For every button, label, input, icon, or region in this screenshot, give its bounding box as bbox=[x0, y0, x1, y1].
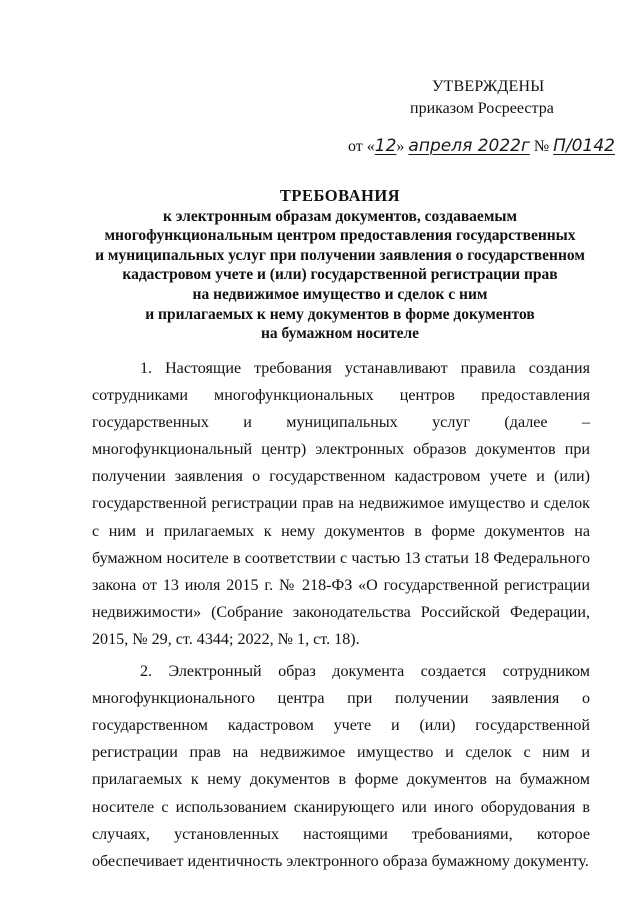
approval-issuer: приказом Росреестра bbox=[410, 100, 554, 117]
handwritten-month-year: апреля 2022г bbox=[408, 136, 530, 156]
date-prefix: от « bbox=[348, 138, 375, 155]
document-body bbox=[92, 355, 590, 875]
heading-line: многофункциональным центром предоставления государственных bbox=[104, 227, 576, 245]
date-mid: » bbox=[396, 138, 405, 155]
approval-title: УТВЕРЖДЕНЫ bbox=[432, 78, 545, 95]
heading-line: к электронным образам документов, создаваемым bbox=[162, 207, 518, 225]
document-heading bbox=[90, 186, 590, 344]
heading-line: на недвижимое имущество и сделок с ним bbox=[192, 285, 488, 303]
paragraph-1: 1. Настоящие требования устанавливают правила создания сотрудниками многофункциональных центров предоставления государственных и муниципальных услуг (далее – многофункциональный центр) электронных образов документов при получении заявления о государственном кадастровом учете и (или) государственной регистрации прав на недвижимое имущество и сделок с ним и прилагаемых к нему документов в форме документов на бумажном носителе в соответствии с частью 13 статьи 18 Федерального закона от 13 июля 2015 г. № 218-ФЗ «О государственной регистрации недвижимости» (Собрание законодательства Российской Федерации, 2015, № 29, ст. 4344; 2022, № 1, ст. 18). bbox=[92, 360, 590, 648]
heading-line: на бумажном носителе bbox=[260, 325, 420, 343]
heading-line: и муниципальных услуг при получении заявления о государственном bbox=[95, 246, 585, 264]
handwritten-day: 12 bbox=[374, 136, 397, 156]
heading-line: кадастровом учете и (или) государственной регистрации прав bbox=[122, 266, 558, 284]
handwritten-order-number: П/0142 bbox=[553, 136, 615, 156]
heading-title: ТРЕБОВАНИЯ bbox=[279, 186, 401, 205]
approval-date-line bbox=[348, 136, 615, 156]
heading-line: и прилагаемых к нему документов в форме документов bbox=[145, 305, 535, 323]
number-label: № bbox=[533, 138, 550, 155]
paragraph-2: 2. Электронный образ документа создается сотрудником многофункционального центра при получении заявления о государственном кадастровом учете и (или) государственной регистрации прав на недвижимое имущество и сделок с ним и прилагаемых к нему документов в форме документов на бумажном носителе с использованием сканирующего или иного оборудования в случаях, установленных настоящими требованиями, которое обеспечивает идентичность электронного образа бумажному документу. bbox=[92, 663, 590, 870]
